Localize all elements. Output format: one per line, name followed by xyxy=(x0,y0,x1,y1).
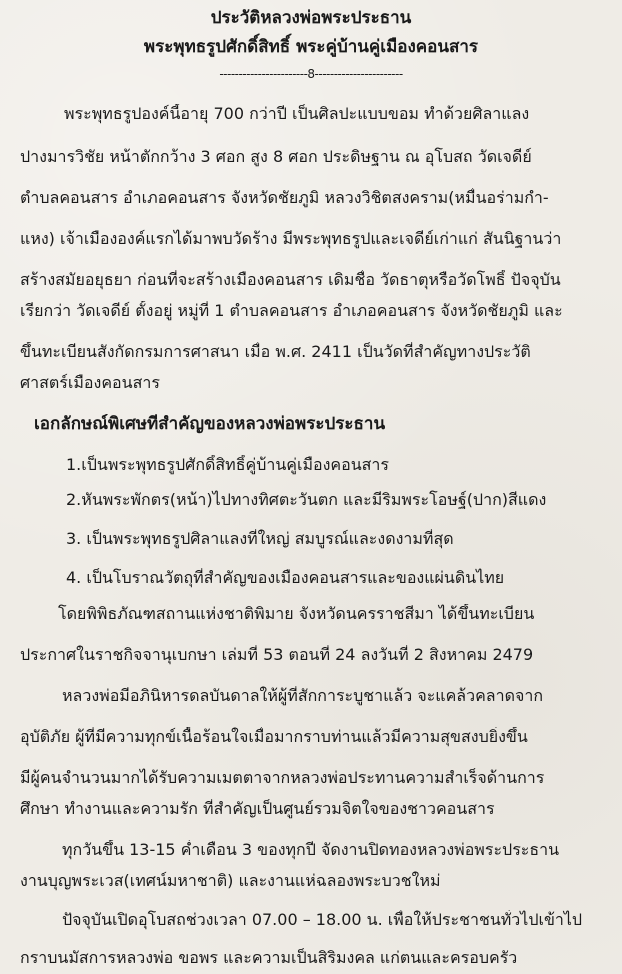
document-title: ประวัติหลวงพ่อพระประธาน xyxy=(210,8,412,28)
miracles-line: หลวงพ่อมีอภินิหารดลบันดาลให้ผู้ที่สักการะบูชาแล้ว จะแคล้วคลาดจาก xyxy=(62,686,544,705)
registration-line: โดยพิพิธภัณฑสถานแห่งชาติพิมาย จังหวัดนครราชสีมา ได้ขึ้นทะเบียน xyxy=(58,604,535,623)
miracles-line: ศึกษา ทำงานและความรัก ที่สำคัญเป็นศูนย์รวมจิตใจของชาวคอนสาร xyxy=(20,799,495,818)
paragraph-line: ศาสตร์เมืองคอนสาร xyxy=(20,373,160,392)
paragraph-line: ขึ้นทะเบียนสังกัดกรมการศาสนา เมื่อ พ.ศ. 2411 เป็นวัดที่สำคัญทางประวัติ xyxy=(20,342,531,361)
feature-item: 2.หันพระพักตร(หน้า)ไปทางทิศตะวันตก และมีริมพระโอษฐ์(ปาก)สีแดง xyxy=(66,490,547,509)
festival-line: งานบุญพระเวส(เทศน์มหาชาติ) และงานแห่ฉลองพระบวชใหม่ xyxy=(20,871,441,890)
miracles-line: อุบัติภัย ผู้ที่มีความทุกข์เนื้อร้อนใจเมื่อมากราบท่านแล้วมีความสุขสงบยิ่งขึ้น xyxy=(20,727,528,746)
paragraph-line: ตำบลคอนสาร อำเภอคอนสาร จังหวัดชัยภูมิ หลวงวิชิตสงคราม(หมื่นอร่ามกำ- xyxy=(20,188,549,207)
registration-line: ประกาศในราชกิจจานุเบกษา เล่มที่ 53 ตอนที่ 24 ลงวันที่ 2 สิงหาคม 2479 xyxy=(20,645,534,664)
festival-line: ทุกวันขึ้น 13-15 ค่ำเดือน 3 ของทุกปี จัดงานปิดทองหลวงพ่อพระประธาน xyxy=(62,840,560,859)
opening-line: ปัจจุบันเปิดอุโบสถช่วงเวลา 07.00 – 18.00 น. เพื่อให้ประชาชนทั่วไปเข้าไป xyxy=(62,910,583,929)
opening-line: กราบนมัสการหลวงพ่อ ขอพร และความเป็นสิริมงคล แก่ตนและครอบครัว xyxy=(20,948,518,967)
document-subtitle: พระพุทธรูปศักดิ์สิทธิ์ พระคู่บ้านคู่เมืองคอนสาร xyxy=(143,37,479,57)
title-separator: -----------------------8----------------------- xyxy=(219,67,403,81)
paragraph-line: พระพุทธรูปองค์นี้อายุ 700 กว่าปี เป็นศิลปะแบบขอม ทำด้วยศิลาแลง xyxy=(64,104,530,123)
feature-item: 3. เป็นพระพุทธรูปศิลาแลงที่ใหญ่ สมบูรณ์และงดงามที่สุด xyxy=(66,529,454,548)
feature-item: 1.เป็นพระพุทธรูปศักดิ์สิทธิ์คู่บ้านคู่เมืองคอนสาร xyxy=(66,455,389,474)
paragraph-line: สร้างสมัยอยุธยา ก่อนที่จะสร้างเมืองคอนสาร เดิมชื่อ วัดธาตุหรือวัดโพธิ์ ปัจจุบัน xyxy=(20,270,561,289)
miracles-line: มีผู้คนจำนวนมากได้รับความเมตตาจากหลวงพ่อประทานความสำเร็จด้านการ xyxy=(20,768,545,787)
features-heading: เอกลักษณ์พิเศษที่สำคัญของหลวงพ่อพระประธาน xyxy=(34,414,386,434)
feature-item: 4. เป็นโบราณวัตถุที่สำคัญของเมืองคอนสารและของแผ่นดินไทย xyxy=(66,568,505,587)
paragraph-line: ปางมารวิชัย หน้าตักกว้าง 3 ศอก สูง 8 ศอก ประดิษฐาน ณ อุโบสถ วัดเจดีย์ xyxy=(20,147,532,166)
paragraph-line: แหง) เจ้าเมืององค์แรกได้มาพบวัดร้าง มีพระพุทธรูปและเจดีย์เก่าแก่ สันนิฐานว่า xyxy=(20,229,562,248)
paragraph-line: เรียกว่า วัดเจดีย์ ตั้งอยู่ หมู่ที่ 1 ตำบลคอนสาร อำเภอคอนสาร จังหวัดชัยภูมิ และ xyxy=(20,301,563,320)
